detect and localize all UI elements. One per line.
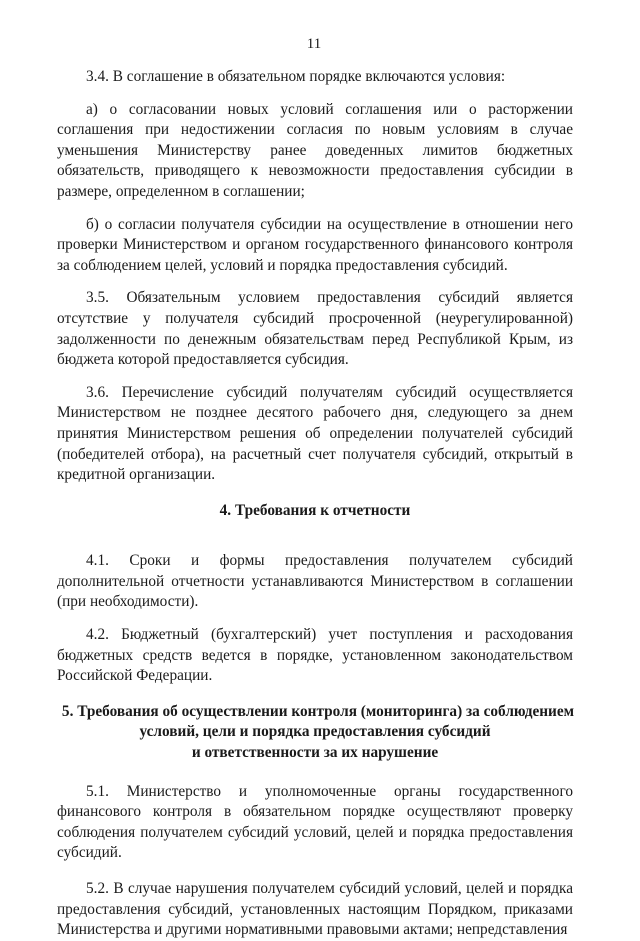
section-5-heading [57,702,573,764]
section-5-heading-line-1: 5. Требования об осуществлении контроля (мониторинга) за соблюдением [61,702,575,720]
paragraph-4-2: 4.2. Бюджетный (бухгалтерский) учет поступления и расходования бюджетных средств ведется в порядке, установленном законодательством Российской Федерации. [57,626,573,685]
document-body [57,67,573,941]
section-5-heading-line-2: условий, цели и порядка предоставления субсидий [139,723,491,741]
paragraph-5-1: 5.1. Министерство и уполномоченные органы государственного финансового контроля в обязательном порядке осуществляют проверку соблюдения получателем субсидий условий, целей и порядка предоставления субсидий. [57,782,573,862]
paragraph-3-6: 3.6. Перечисление субсидий получателям субсидий осуществляется Министерством не позднее десятого рабочего дня, следующего за днем принятия Министерством решения об определении получателей субсидий (победителей отбора), на расчетный счет получателя субсидий, открытый в кредитной организации. [57,383,573,484]
paragraph-3-4-a: а) о согласовании новых условий соглашения или о расторжении соглашения при недостижении согласия по новым условиям в случае уменьшения Министерству ранее доведенных лимитов бюджетных обязательств, приводящего к невозможности предоставления субсидии в размере, определенном в соглашении; [57,100,573,200]
paragraph-3-4: 3.4. В соглашение в обязательном порядке включаются условия: [86,68,506,85]
paragraph-5-2: 5.2. В случае нарушения получателем субсидий условий, целей и порядка предоставления субсидий, установленных настоящим Порядком, приказами Министерства и другими нормативными правовыми актами; непредставления [57,880,573,939]
section-5-heading-line-3: и ответственности за их нарушение [191,744,439,762]
paragraph-4-1: 4.1. Сроки и формы предоставления получателем субсидий дополнительной отчетности устанавливаются Министерством в соглашении (при необходимости). [57,552,573,611]
section-4-heading: 4. Требования к отчетности [219,501,411,519]
paragraph-3-4-b: б) о согласии получателя субсидии на осуществление в отношении него проверки Министерством и органом государственного финансового контроля за соблюдением целей, условий и порядка предоставления субсидий. [57,215,573,274]
paragraph-3-5: 3.5. Обязательным условием предоставления субсидий является отсутствие у получателя субсидий просроченной (неурегулированной) задолженности по денежным обязательствам перед Республикой Крым, из бюджета которой предоставляется субсидия. [57,289,573,369]
page-number: 11 [306,36,322,52]
